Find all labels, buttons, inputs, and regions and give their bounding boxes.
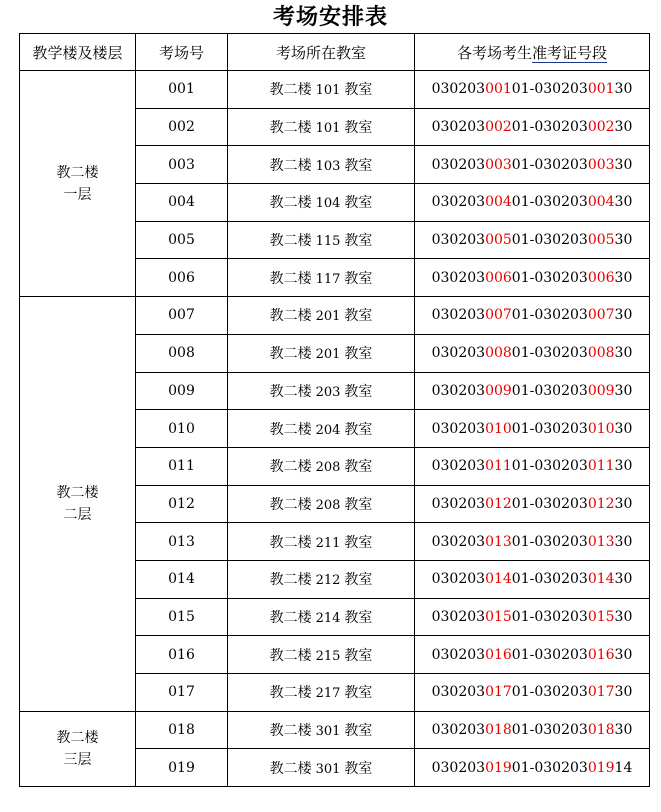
ticket-range-mid1: 015: [485, 608, 512, 625]
header-ticket-range-text: [457, 44, 607, 63]
classroom-suffix: 教室: [344, 270, 373, 287]
table-row: [20, 711, 650, 749]
ticket-range-suffix1: 01: [511, 495, 530, 512]
ticket-range-suffix1: 01: [511, 307, 530, 324]
table-body: [20, 71, 650, 787]
ticket-range-cell: [415, 334, 650, 372]
ticket-range-cell: [415, 749, 650, 787]
ticket-range-cell: [415, 485, 650, 523]
building-floor-cell: [20, 297, 136, 712]
header-row: [20, 34, 650, 71]
ticket-range-suffix2: 30: [614, 232, 633, 249]
ticket-range-prefix2: 030203: [534, 533, 588, 550]
ticket-range-suffix1: 01: [511, 156, 530, 173]
classroom-number: 211: [315, 535, 341, 551]
classroom-number: 101: [315, 83, 341, 99]
ticket-range-mid2: 015: [587, 608, 615, 625]
ticket-range-prefix2: 030203: [534, 571, 588, 588]
classroom-building: 教二楼: [269, 647, 312, 664]
room-number-cell: 010: [136, 410, 228, 448]
classroom-suffix: 教室: [344, 534, 373, 551]
ticket-range-suffix2: 30: [614, 571, 633, 588]
classroom-number: 204: [315, 422, 341, 438]
ticket-range-cell: [415, 636, 650, 674]
ticket-range-mid2: 018: [587, 722, 615, 739]
ticket-range-cell: [415, 146, 650, 184]
classroom-number: 208: [315, 497, 341, 513]
ticket-range-suffix2: 30: [614, 194, 633, 211]
ticket-range-prefix2: 030203: [534, 759, 588, 776]
ticket-range-cell: [415, 447, 650, 485]
ticket-range-sep: -: [529, 194, 535, 211]
ticket-range-prefix2: 030203: [534, 232, 588, 249]
room-number-cell: 017: [136, 674, 228, 712]
classroom-cell: [228, 372, 415, 410]
ticket-range-suffix2: 30: [614, 722, 633, 739]
classroom-cell: [228, 297, 415, 335]
classroom-number: 301: [315, 724, 341, 740]
ticket-range-mid1: 011: [485, 458, 512, 475]
ticket-range-mid1: 013: [485, 533, 512, 550]
ticket-range-prefix1: 030203: [431, 722, 486, 739]
ticket-range-mid2: 007: [587, 307, 615, 324]
ticket-range-sep: -: [529, 533, 535, 550]
ticket-range-suffix1: 01: [511, 232, 530, 249]
classroom-cell: [228, 711, 415, 749]
ticket-range-suffix2: 30: [614, 608, 633, 625]
ticket-range-prefix2: 030203: [534, 420, 588, 437]
classroom-building: 教二楼: [269, 195, 312, 212]
floor-name: 一层: [63, 186, 92, 203]
ticket-range-suffix1: 01: [511, 119, 530, 136]
ticket-range-prefix1: 030203: [431, 458, 486, 475]
ticket-range-cell: [415, 560, 650, 598]
ticket-range-sep: -: [529, 269, 535, 286]
ticket-range-prefix1: 030203: [431, 382, 486, 399]
classroom-building: 教二楼: [269, 534, 312, 551]
ticket-range-suffix1: 01: [511, 571, 530, 588]
ticket-range-mid1: 003: [485, 156, 512, 173]
classroom-number: 115: [315, 234, 341, 250]
ticket-range-mid2: 017: [587, 684, 615, 701]
room-number-cell: 012: [136, 485, 228, 523]
ticket-range-sep: -: [529, 232, 535, 249]
header-ticket-range: [415, 34, 650, 71]
ticket-range-cell: [415, 598, 650, 636]
building-floor-cell: [20, 71, 136, 297]
ticket-range-mid2: 010: [587, 420, 615, 437]
classroom-suffix: 教室: [344, 346, 373, 363]
ticket-range-prefix1: 030203: [431, 307, 486, 324]
ticket-range-suffix2: 30: [614, 458, 633, 475]
table-row: [20, 297, 650, 335]
classroom-suffix: 教室: [344, 723, 373, 740]
classroom-suffix: 教室: [344, 421, 373, 438]
classroom-suffix: 教室: [344, 459, 373, 476]
ticket-range-prefix1: 030203: [431, 156, 486, 173]
room-number-cell: 006: [136, 259, 228, 297]
ticket-range-cell: [415, 297, 650, 335]
ticket-range-suffix2: 30: [614, 420, 633, 437]
classroom-cell: [228, 598, 415, 636]
ticket-range-sep: -: [529, 571, 535, 588]
ticket-range-suffix1: 01: [511, 269, 530, 286]
ticket-range-sep: -: [529, 608, 535, 625]
ticket-range-sep: -: [529, 420, 535, 437]
classroom-cell: [228, 184, 415, 222]
ticket-range-prefix2: 030203: [534, 458, 588, 475]
ticket-range-suffix2: 30: [614, 533, 633, 550]
ticket-range-mid2: 012: [587, 495, 615, 512]
ticket-range-cell: [415, 372, 650, 410]
ticket-range-mid2: 019: [587, 759, 615, 776]
classroom-suffix: 教室: [344, 760, 373, 777]
building-name: 教二楼: [56, 164, 99, 181]
building-name: 教二楼: [56, 729, 99, 746]
ticket-range-prefix1: 030203: [431, 571, 486, 588]
classroom-building: 教二楼: [269, 308, 312, 325]
header-ticket-range-lead: 各考场考生: [456, 43, 532, 62]
classroom-cell: [228, 71, 415, 109]
classroom-number: 104: [315, 196, 341, 212]
classroom-building: 教二楼: [269, 723, 312, 740]
ticket-range-prefix1: 030203: [431, 269, 486, 286]
ticket-range-mid2: 011: [587, 458, 615, 475]
room-number-cell: 003: [136, 146, 228, 184]
ticket-range-prefix2: 030203: [534, 194, 588, 211]
floor-name: 二层: [63, 506, 92, 523]
classroom-cell: [228, 146, 415, 184]
room-number-cell: 011: [136, 447, 228, 485]
classroom-suffix: 教室: [344, 233, 373, 250]
ticket-range-sep: -: [529, 119, 535, 136]
ticket-range-mid2: 003: [587, 156, 615, 173]
ticket-range-prefix1: 030203: [431, 608, 486, 625]
header-building: 教学楼及楼层: [20, 34, 136, 71]
classroom-number: 212: [315, 573, 341, 589]
classroom-suffix: 教室: [344, 120, 373, 137]
classroom-suffix: 教室: [344, 195, 373, 212]
ticket-range-sep: -: [529, 382, 535, 399]
ticket-range-prefix2: 030203: [534, 608, 588, 625]
ticket-range-suffix2: 30: [614, 156, 633, 173]
classroom-building: 教二楼: [269, 233, 312, 250]
ticket-range-mid1: 012: [485, 495, 512, 512]
building-floor-cell: [20, 711, 136, 786]
ticket-range-prefix1: 030203: [431, 232, 486, 249]
ticket-range-mid2: 008: [587, 345, 615, 362]
room-number-cell: 005: [136, 221, 228, 259]
ticket-range-mid2: 009: [587, 382, 615, 399]
classroom-building: 教二楼: [269, 685, 312, 702]
ticket-range-sep: -: [529, 722, 535, 739]
ticket-range-mid1: 010: [485, 420, 512, 437]
ticket-range-suffix1: 01: [511, 194, 530, 211]
room-number-cell: 014: [136, 560, 228, 598]
classroom-building: 教二楼: [269, 270, 312, 287]
ticket-range-mid2: 004: [587, 194, 615, 211]
ticket-range-suffix2: 14: [614, 759, 633, 776]
classroom-building: 教二楼: [269, 421, 312, 438]
ticket-range-suffix2: 30: [614, 646, 633, 663]
ticket-range-suffix1: 01: [511, 608, 530, 625]
ticket-range-prefix1: 030203: [431, 194, 486, 211]
room-number-cell: 016: [136, 636, 228, 674]
classroom-cell: [228, 560, 415, 598]
classroom-number: 201: [315, 347, 341, 363]
exam-schedule-table: [19, 33, 650, 787]
ticket-range-prefix2: 030203: [534, 156, 588, 173]
page-title: 考场安排表: [272, 5, 388, 30]
classroom-building: 教二楼: [269, 459, 312, 476]
classroom-number: 201: [315, 309, 341, 325]
ticket-range-prefix2: 030203: [534, 684, 588, 701]
ticket-range-cell: [415, 711, 650, 749]
ticket-range-cell: [415, 71, 650, 109]
classroom-suffix: 教室: [344, 157, 373, 174]
ticket-range-suffix2: 30: [614, 269, 633, 286]
room-number-cell: 004: [136, 184, 228, 222]
ticket-range-cell: [415, 410, 650, 448]
ticket-range-mid2: 002: [587, 119, 615, 136]
ticket-range-prefix1: 030203: [431, 495, 486, 512]
ticket-range-suffix2: 30: [614, 495, 633, 512]
classroom-number: 215: [315, 648, 341, 664]
ticket-range-suffix2: 30: [614, 684, 633, 701]
classroom-cell: [228, 334, 415, 372]
room-number-cell: 001: [136, 71, 228, 109]
ticket-range-mid2: 006: [587, 269, 615, 286]
ticket-range-prefix2: 030203: [534, 307, 588, 324]
classroom-cell: [228, 108, 415, 146]
ticket-range-cell: [415, 259, 650, 297]
classroom-cell: [228, 410, 415, 448]
ticket-range-mid1: 018: [485, 722, 512, 739]
ticket-range-mid2: 013: [587, 533, 615, 550]
ticket-range-cell: [415, 108, 650, 146]
ticket-range-sep: -: [529, 156, 535, 173]
classroom-cell: [228, 259, 415, 297]
classroom-building: 教二楼: [269, 82, 312, 99]
classroom-number: 101: [315, 121, 341, 137]
ticket-range-suffix1: 01: [511, 382, 530, 399]
classroom-cell: [228, 485, 415, 523]
header-classroom: 考场所在教室: [228, 34, 415, 71]
ticket-range-cell: [415, 184, 650, 222]
ticket-range-mid2: 014: [587, 571, 615, 588]
ticket-range-mid1: 017: [485, 684, 512, 701]
ticket-range-mid1: 002: [485, 119, 512, 136]
ticket-range-prefix2: 030203: [534, 345, 588, 362]
room-number-cell: 002: [136, 108, 228, 146]
classroom-building: 教二楼: [269, 609, 312, 626]
ticket-range-sep: -: [529, 345, 535, 362]
ticket-range-suffix2: 30: [614, 345, 633, 362]
ticket-range-prefix1: 030203: [431, 646, 486, 663]
classroom-building: 教二楼: [269, 760, 312, 777]
ticket-range-suffix1: 01: [511, 345, 530, 362]
classroom-building: 教二楼: [269, 157, 312, 174]
ticket-range-prefix1: 030203: [431, 345, 486, 362]
ticket-range-suffix1: 01: [511, 759, 530, 776]
ticket-range-suffix1: 01: [511, 646, 530, 663]
ticket-range-prefix2: 030203: [534, 722, 588, 739]
classroom-building: 教二楼: [269, 120, 312, 137]
header-ticket-range-underlined: 准考证号段: [532, 43, 608, 62]
header-room-no: 考场号: [136, 34, 228, 71]
classroom-building: 教二楼: [269, 496, 312, 513]
room-number-cell: 013: [136, 523, 228, 561]
ticket-range-suffix1: 01: [511, 458, 530, 475]
classroom-number: 208: [315, 460, 341, 476]
classroom-suffix: 教室: [344, 572, 373, 589]
classroom-building: 教二楼: [269, 383, 312, 400]
ticket-range-suffix2: 30: [614, 81, 633, 98]
ticket-range-prefix1: 030203: [431, 81, 486, 98]
classroom-suffix: 教室: [344, 308, 373, 325]
room-number-cell: 009: [136, 372, 228, 410]
classroom-cell: [228, 447, 415, 485]
room-number-cell: 007: [136, 297, 228, 335]
ticket-range-mid1: 005: [485, 232, 512, 249]
classroom-building: 教二楼: [269, 346, 312, 363]
ticket-range-sep: -: [529, 759, 535, 776]
classroom-number: 203: [315, 384, 341, 400]
ticket-range-suffix1: 01: [511, 684, 530, 701]
classroom-suffix: 教室: [344, 383, 373, 400]
ticket-range-prefix1: 030203: [431, 119, 486, 136]
ticket-range-suffix1: 01: [511, 722, 530, 739]
ticket-range-cell: [415, 523, 650, 561]
ticket-range-mid2: 005: [587, 232, 615, 249]
ticket-range-prefix2: 030203: [534, 495, 588, 512]
ticket-range-mid1: 001: [485, 81, 512, 98]
ticket-range-mid2: 001: [587, 81, 615, 98]
floor-name: 三层: [63, 751, 92, 768]
ticket-range-mid1: 008: [485, 345, 512, 362]
classroom-number: 103: [315, 158, 341, 174]
ticket-range-prefix1: 030203: [431, 533, 486, 550]
classroom-number: 214: [315, 610, 341, 626]
ticket-range-suffix2: 30: [614, 307, 633, 324]
ticket-range-suffix1: 01: [511, 533, 530, 550]
room-number-cell: 015: [136, 598, 228, 636]
ticket-range-prefix1: 030203: [431, 684, 486, 701]
classroom-suffix: 教室: [344, 82, 373, 99]
ticket-range-prefix1: 030203: [431, 759, 486, 776]
classroom-number: 217: [315, 686, 341, 702]
ticket-range-sep: -: [529, 684, 535, 701]
ticket-range-prefix2: 030203: [534, 81, 588, 98]
classroom-suffix: 教室: [344, 647, 373, 664]
ticket-range-prefix2: 030203: [534, 269, 588, 286]
ticket-range-sep: -: [529, 307, 535, 324]
ticket-range-suffix2: 30: [614, 119, 633, 136]
ticket-range-sep: -: [529, 458, 535, 475]
table-row: [20, 71, 650, 109]
ticket-range-mid1: 019: [485, 759, 512, 776]
ticket-range-mid1: 007: [485, 307, 512, 324]
building-name: 教二楼: [56, 484, 99, 501]
ticket-range-mid1: 014: [485, 571, 512, 588]
ticket-range-sep: -: [529, 646, 535, 663]
classroom-building: 教二楼: [269, 572, 312, 589]
ticket-range-prefix2: 030203: [534, 119, 588, 136]
ticket-range-sep: -: [529, 495, 535, 512]
ticket-range-mid1: 004: [485, 194, 512, 211]
ticket-range-mid2: 016: [587, 646, 615, 663]
ticket-range-suffix1: 01: [511, 420, 530, 437]
ticket-range-suffix2: 30: [614, 382, 633, 399]
room-number-cell: 008: [136, 334, 228, 372]
ticket-range-prefix1: 030203: [431, 420, 486, 437]
classroom-cell: [228, 674, 415, 712]
room-number-cell: 018: [136, 711, 228, 749]
ticket-range-cell: [415, 674, 650, 712]
ticket-range-prefix2: 030203: [534, 646, 588, 663]
classroom-number: 117: [315, 271, 341, 287]
classroom-suffix: 教室: [344, 685, 373, 702]
ticket-range-mid1: 016: [485, 646, 512, 663]
ticket-range-mid1: 009: [485, 382, 512, 399]
ticket-range-suffix1: 01: [511, 81, 530, 98]
classroom-suffix: 教室: [344, 609, 373, 626]
ticket-range-prefix2: 030203: [534, 382, 588, 399]
ticket-range-sep: -: [529, 81, 535, 98]
classroom-number: 301: [315, 761, 341, 777]
room-number-cell: 019: [136, 749, 228, 787]
classroom-cell: [228, 636, 415, 674]
classroom-suffix: 教室: [344, 496, 373, 513]
classroom-cell: [228, 749, 415, 787]
classroom-cell: [228, 523, 415, 561]
classroom-cell: [228, 221, 415, 259]
ticket-range-mid1: 006: [485, 269, 512, 286]
ticket-range-cell: [415, 221, 650, 259]
